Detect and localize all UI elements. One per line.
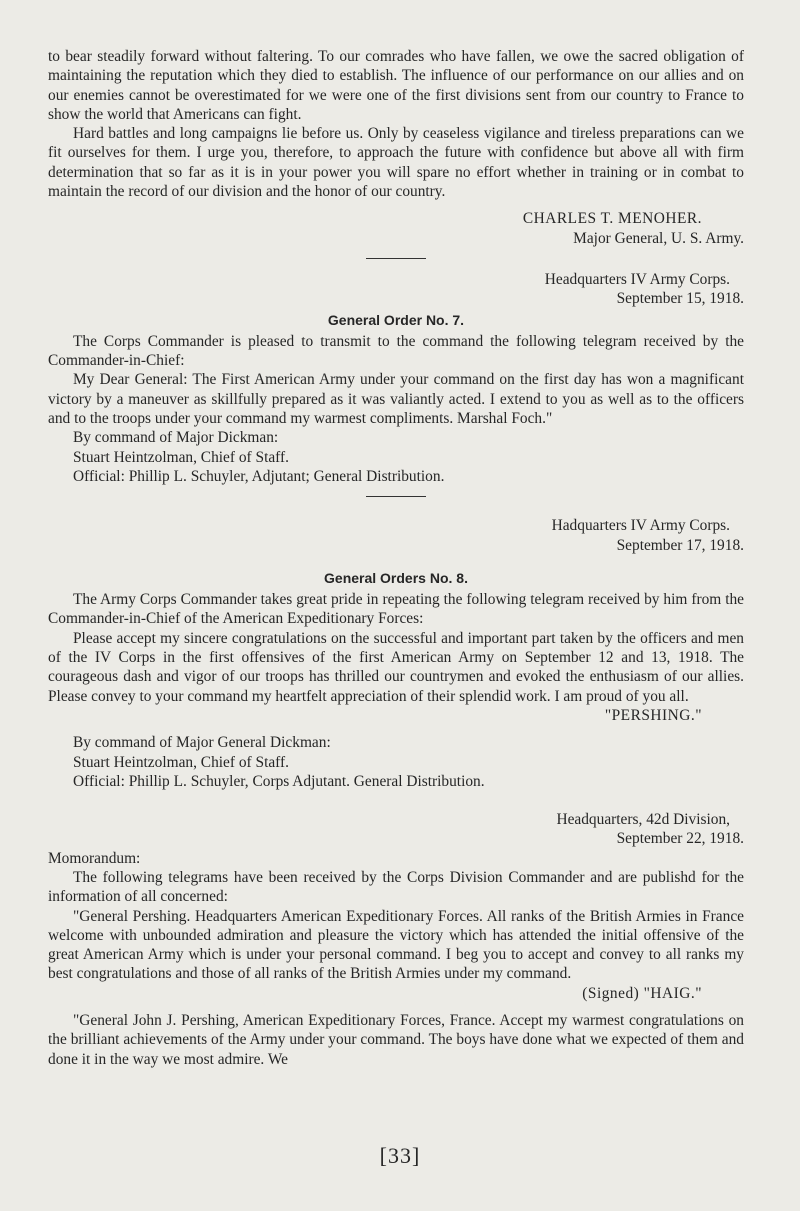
go8-signature: "PERSHING." xyxy=(604,706,702,724)
paragraph-continuation: to bear steadily forward without faltering. To our comrades who have fallen, we owe the sacred obligation of maintaining the reputation which they died to establish. The influence of our performance on our allies and on our enemies cannot be overestimated for we were one of the first divisions sent from our country to France to show the world that Americans can fight. xyxy=(48,48,744,123)
section-divider xyxy=(366,496,426,497)
signature-name: CHARLES T. MENOHER. xyxy=(522,210,702,228)
memo-paragraph-intro: The following telegrams have been received by the Corps Division Commander and are publishd for the information of all concerned: xyxy=(48,868,744,906)
go7-chief-of-staff: Stuart Heintzolman, Chief of Staff. xyxy=(73,448,289,466)
go7-by-command: By command of Major Dickman: xyxy=(73,429,279,447)
memo-label: Momorandum: xyxy=(48,849,141,867)
paragraph-hard-battles: Hard battles and long campaigns lie before us. Only by ceaseless vigilance and tireless preparations can we fit ourselves for them. I urge you, therefore, to approach the future with confidence but above all with firm determination that so far as it is in your power you will spare no effort whether in training or in combat to maintain the record of our division and the honor of our country. xyxy=(48,125,744,201)
go8-date: September 17, 1918. xyxy=(616,536,744,554)
go7-date: September 15, 1918. xyxy=(616,290,744,308)
go8-official: Official: Phillip L. Schuyler, Corps Adjutant. General Distribution. xyxy=(73,772,485,790)
section-divider xyxy=(366,258,426,259)
memo-date: September 22, 1918. xyxy=(616,830,744,848)
go7-headquarters: Headquarters IV Army Corps. xyxy=(544,270,730,288)
go8-title: General Orders No. 8. xyxy=(324,569,468,586)
go7-paragraph-telegram: My Dear General: The First American Army under your command on the first day has won a magnificant victory by a maneuver as skillfully prepared as it was valiantly acted. I extend to you as well as to the officers and to the troops under your command my warmest compliments. Marshal Foch." xyxy=(48,371,744,428)
go7-title: General Order No. 7. xyxy=(327,311,465,328)
memo-paragraph-wilson-telegram: "General John J. Pershing, American Expeditionary Forces, France. Accept my warmest congratulations on the brilliant achievements of the Army under your command. The boys have done what we expected of them and done it in the way we most admire. We xyxy=(48,1012,744,1068)
memo-headquarters: Headquarters, 42d Division, xyxy=(556,811,730,829)
go8-chief-of-staff: Stuart Heintzolman, Chief of Staff. xyxy=(73,753,289,771)
go8-by-command: By command of Major General Dickman: xyxy=(73,734,331,752)
go7-paragraph-intro: The Corps Commander is pleased to transmit to the command the following telegram received by the Commander-in-Chief: xyxy=(48,332,744,370)
memo-paragraph-haig-telegram: "General Pershing. Headquarters American Expeditionary Forces. All ranks of the British Armies in France welcome with unbounded admiration and pleasure the victory which has attended the initial offensive of the great American Army which is under your personal command. I beg you to accept and convey to all ranks my best congratulations and those of all ranks of the British Armies under my command. xyxy=(48,907,744,983)
go7-official: Official: Phillip L. Schuyler, Adjutant; General Distribution. xyxy=(73,467,445,485)
go8-headquarters: Hadquarters IV Army Corps. xyxy=(551,517,730,535)
page-number: [33] xyxy=(379,1143,421,1168)
go8-paragraph-intro: The Army Corps Commander takes great pride in repeating the following telegram received by him from the Commander-in-Chief of the American Expeditionary Forces: xyxy=(48,591,744,628)
signature-title: Major General, U. S. Army. xyxy=(573,229,744,247)
go8-paragraph-telegram: Please accept my sincere congratulations on the successful and important part taken by the officers and men of the IV Corps in the first offensives of the first American Army on September 12 and 13, 1918. The courageous dash and vigor of our troops has thrilled our countrymen and evoked the enthusiasm of our allies. Please convey to your command my heartfelt appreciation of their splendid work. I am proud of you all. xyxy=(48,629,744,705)
memo-haig-signature: (Signed) "HAIG." xyxy=(582,984,702,1002)
